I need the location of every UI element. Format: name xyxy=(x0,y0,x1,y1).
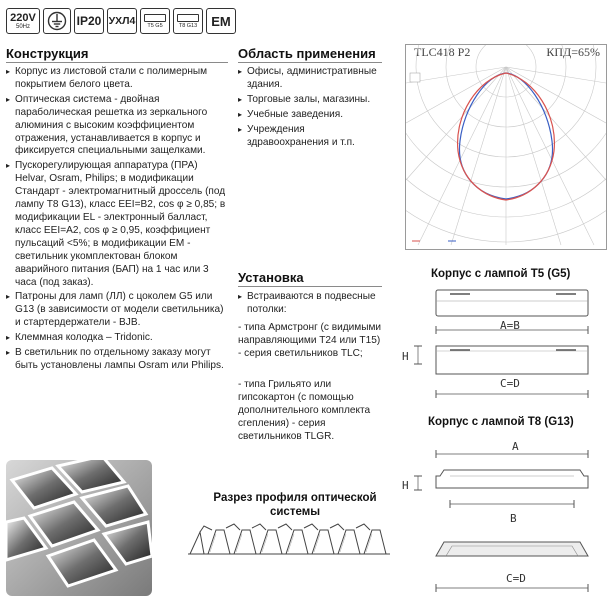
construction-list xyxy=(6,66,226,375)
lamp-tube-icon xyxy=(177,14,199,22)
installation-heading: Установка xyxy=(238,270,304,285)
optics-title-line1: Разрез профиля оптической xyxy=(213,492,377,504)
t5-dim-ab: A=B xyxy=(500,319,520,332)
installation-grilyato: - типа Грильято или гипсокартон (с помощью дополнительного комплекта сгепления) - серия светильников TLGR. xyxy=(238,379,371,442)
application-list xyxy=(238,66,382,151)
construction-item: ▸ Оптическая система - двойная параболическая решетка из зеркального алюминия с высоким коэффициентом отражения, устанавливается в корпус и фиксируется специальными защелками. xyxy=(6,94,226,159)
application-item: ▸ Торговые залы, магазины. xyxy=(238,94,382,107)
construction-item: ▸ В светильник по отдельному заказу могут быть установлены лампы Osram или Philips. xyxy=(6,347,226,373)
construction-heading: Конструкция xyxy=(6,46,89,61)
polar-grid xyxy=(406,45,606,249)
voltage-badge xyxy=(6,8,40,34)
emergency-badge: EM xyxy=(206,8,236,34)
protection-class-icon xyxy=(43,8,71,34)
frequency-value: 50Hz xyxy=(15,23,30,30)
t8-dim-cd: C=D xyxy=(506,572,526,585)
t5-dim-h: H xyxy=(402,350,409,363)
application-divider xyxy=(238,62,382,63)
optics-section-drawing xyxy=(186,518,396,562)
installation-list xyxy=(238,291,382,319)
t5-housing-title: Корпус с лампой T5 (G5) xyxy=(431,268,571,280)
t8-dim-h: H xyxy=(402,479,409,492)
ground-symbol-icon xyxy=(47,11,67,31)
t8-housing-title: Корпус с лампой T8 (G13) xyxy=(428,416,574,428)
lamp-t5-badge xyxy=(140,8,170,34)
optics-section-title xyxy=(200,491,390,519)
luminaire-model: TLC418 P2 xyxy=(414,45,471,59)
application-heading: Область применения xyxy=(238,46,376,61)
application-item: ▸ Учебные заведения. xyxy=(238,109,382,122)
lamp-t5-label: T5 G5 xyxy=(147,22,163,29)
lamp-tube-icon xyxy=(144,14,166,22)
installation-lead: ▸ Встраиваются в подвесные потолки: xyxy=(238,291,382,317)
t5-dim-cd: C=D xyxy=(500,377,520,390)
lamp-t8-badge xyxy=(173,8,203,34)
voltage-value: 220V xyxy=(10,11,36,24)
construction-item: ▸ Патроны для ламп (ЛЛ) с цоколем G5 или G13 (в зависимости от модели светильника) и стартердержатели - BJB. xyxy=(6,291,226,330)
optics-title-line2: системы xyxy=(269,506,321,518)
photometric-diagram xyxy=(405,44,607,250)
t8-dim-b: B xyxy=(510,512,517,525)
efficiency-label: КПД=65% xyxy=(546,45,600,59)
application-item: ▸ Учреждения здравоохранения и т.п. xyxy=(238,124,382,150)
construction-divider xyxy=(6,62,228,63)
construction-item: ▸ Корпус из листовой стали с полимерным покрытием белого цвета. xyxy=(6,66,226,92)
construction-item: ▸ Пускорегулирующая аппаратура (ПРА) Helvar, Osram, Philips; в модификации Стандарт - электромагнитный дроссель (под лампу T8 G13), класс EEI=B2, cos φ ≥ 0,85; в модификации EL - электронный балласт, класс EEI=A2, cos φ ≥ 0,95, коэффициент пульсаций <5%; в модификации EM - светильник укомплектован блоком аварийного питания (БАП) на 1 час или 3 часа (под заказ). xyxy=(6,160,226,289)
construction-item: ▸ Клеммная колодка – Tridonic. xyxy=(6,332,226,345)
installation-divider xyxy=(238,286,382,287)
application-item: ▸ Офисы, административные здания. xyxy=(238,66,382,92)
climate-class-badge: УХЛ4 xyxy=(107,8,137,34)
louver-product-photo xyxy=(6,460,152,596)
ip-rating-badge: IP20 xyxy=(74,8,104,34)
installation-armstrong: - типа Армстронг (с видимыми направляющими T24 или T15) - серия светильников TLC; xyxy=(238,322,382,359)
lamp-t8-label: T8 G13 xyxy=(178,22,198,29)
t8-dim-a: A xyxy=(512,440,519,453)
